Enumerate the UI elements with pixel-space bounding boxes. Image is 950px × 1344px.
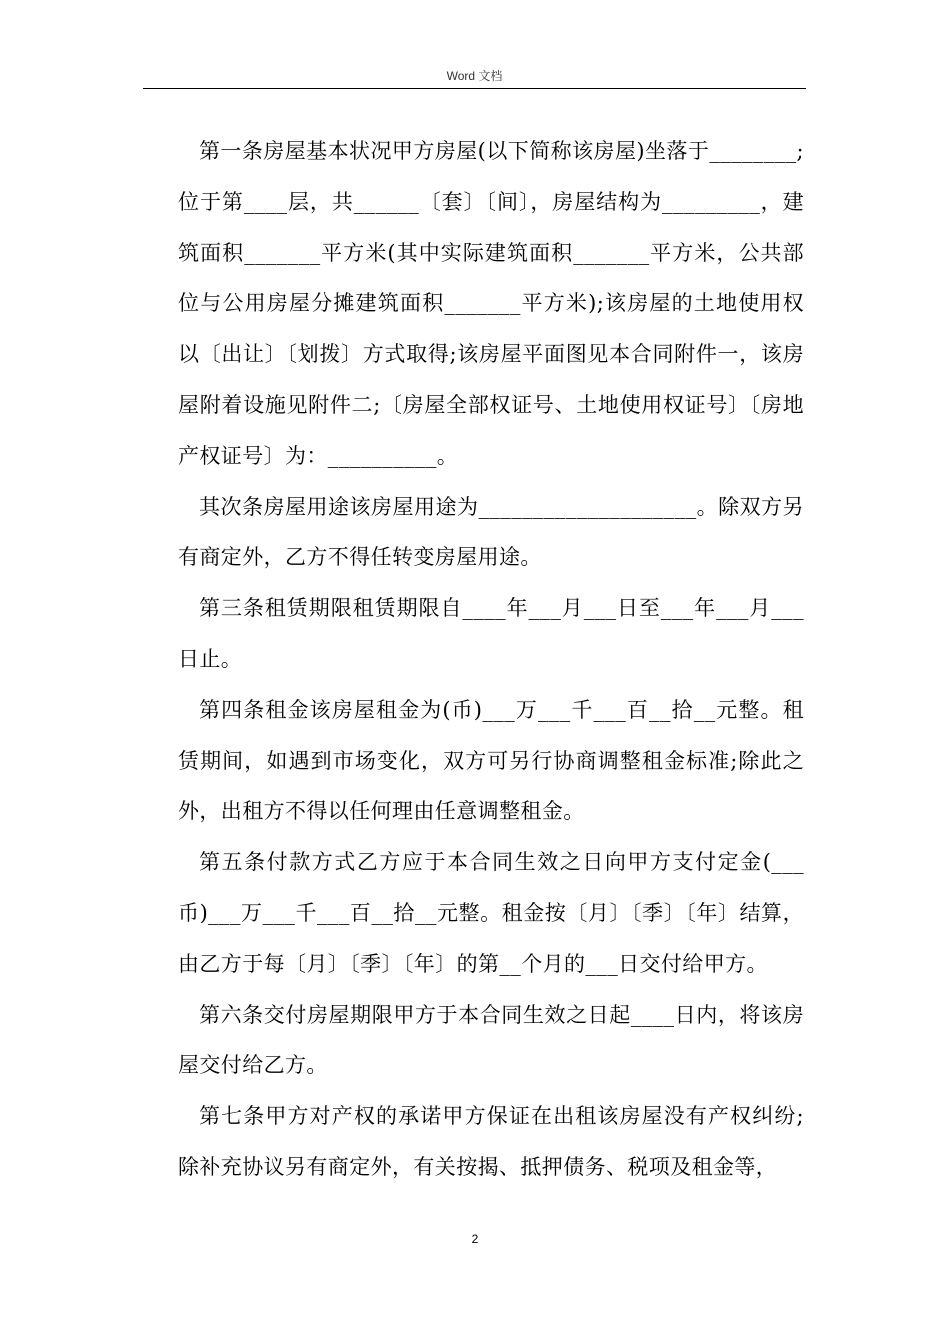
clause-7-paragraph: 第七条甲方对产权的承诺甲方保证在出租该房屋没有产权纠纷;除补充协议另有商定外，有关按揭、抵押债务、税项及租金等，: [178, 1104, 804, 1179]
page-header: Word 文档: [446, 69, 503, 83]
clause-5-paragraph: 第五条付款方式乙方应于本合同生效之日向甲方支付定金(___币)___万___千___百__拾__元整。租金按〔月〕〔季〕〔年〕结算，由乙方于每〔月〕〔季〕〔年〕的第__个月的___日交付给甲方。: [178, 850, 804, 976]
clause-1-paragraph: 第一条房屋基本状况甲方房屋(以下简称该房屋)坐落于________;位于第____层，共______〔套〕〔间〕，房屋结构为_________，建筑面积_______平方米(其中实际建筑面积_______平方米，公共部位与公用房屋分摊建筑面积_______平方米);该房屋的土地使用权以〔出让〕〔划拨〕方式取得;该房屋平面图见本合同附件一，该房屋附着设施见附件二;〔房屋全部权证号、土地使用权证号〕〔房地产权证号〕为：__________。: [178, 139, 804, 468]
document-body: [178, 126, 804, 1193]
clause-6-paragraph: 第六条交付房屋期限甲方于本合同生效之日起____日内，将该房屋交付给乙方。: [178, 1002, 804, 1078]
page-number: 2: [471, 1232, 479, 1246]
header-divider: [143, 88, 806, 89]
clause-4-paragraph: 第四条租金该房屋租金为(币)___万___千___百__拾__元整。租赁期间，如遇到市场变化，双方可另行协商调整租金标准;除此之外，出租方不得以任何理由任意调整租金。: [178, 697, 804, 824]
clause-3-paragraph: 第三条租赁期限租赁期限自____年___月___日至___年___月___日止。: [178, 596, 804, 671]
clause-2-paragraph: 其次条房屋用途该房屋用途为____________________。除双方另有商定外，乙方不得任转变房屋用途。: [178, 494, 804, 570]
